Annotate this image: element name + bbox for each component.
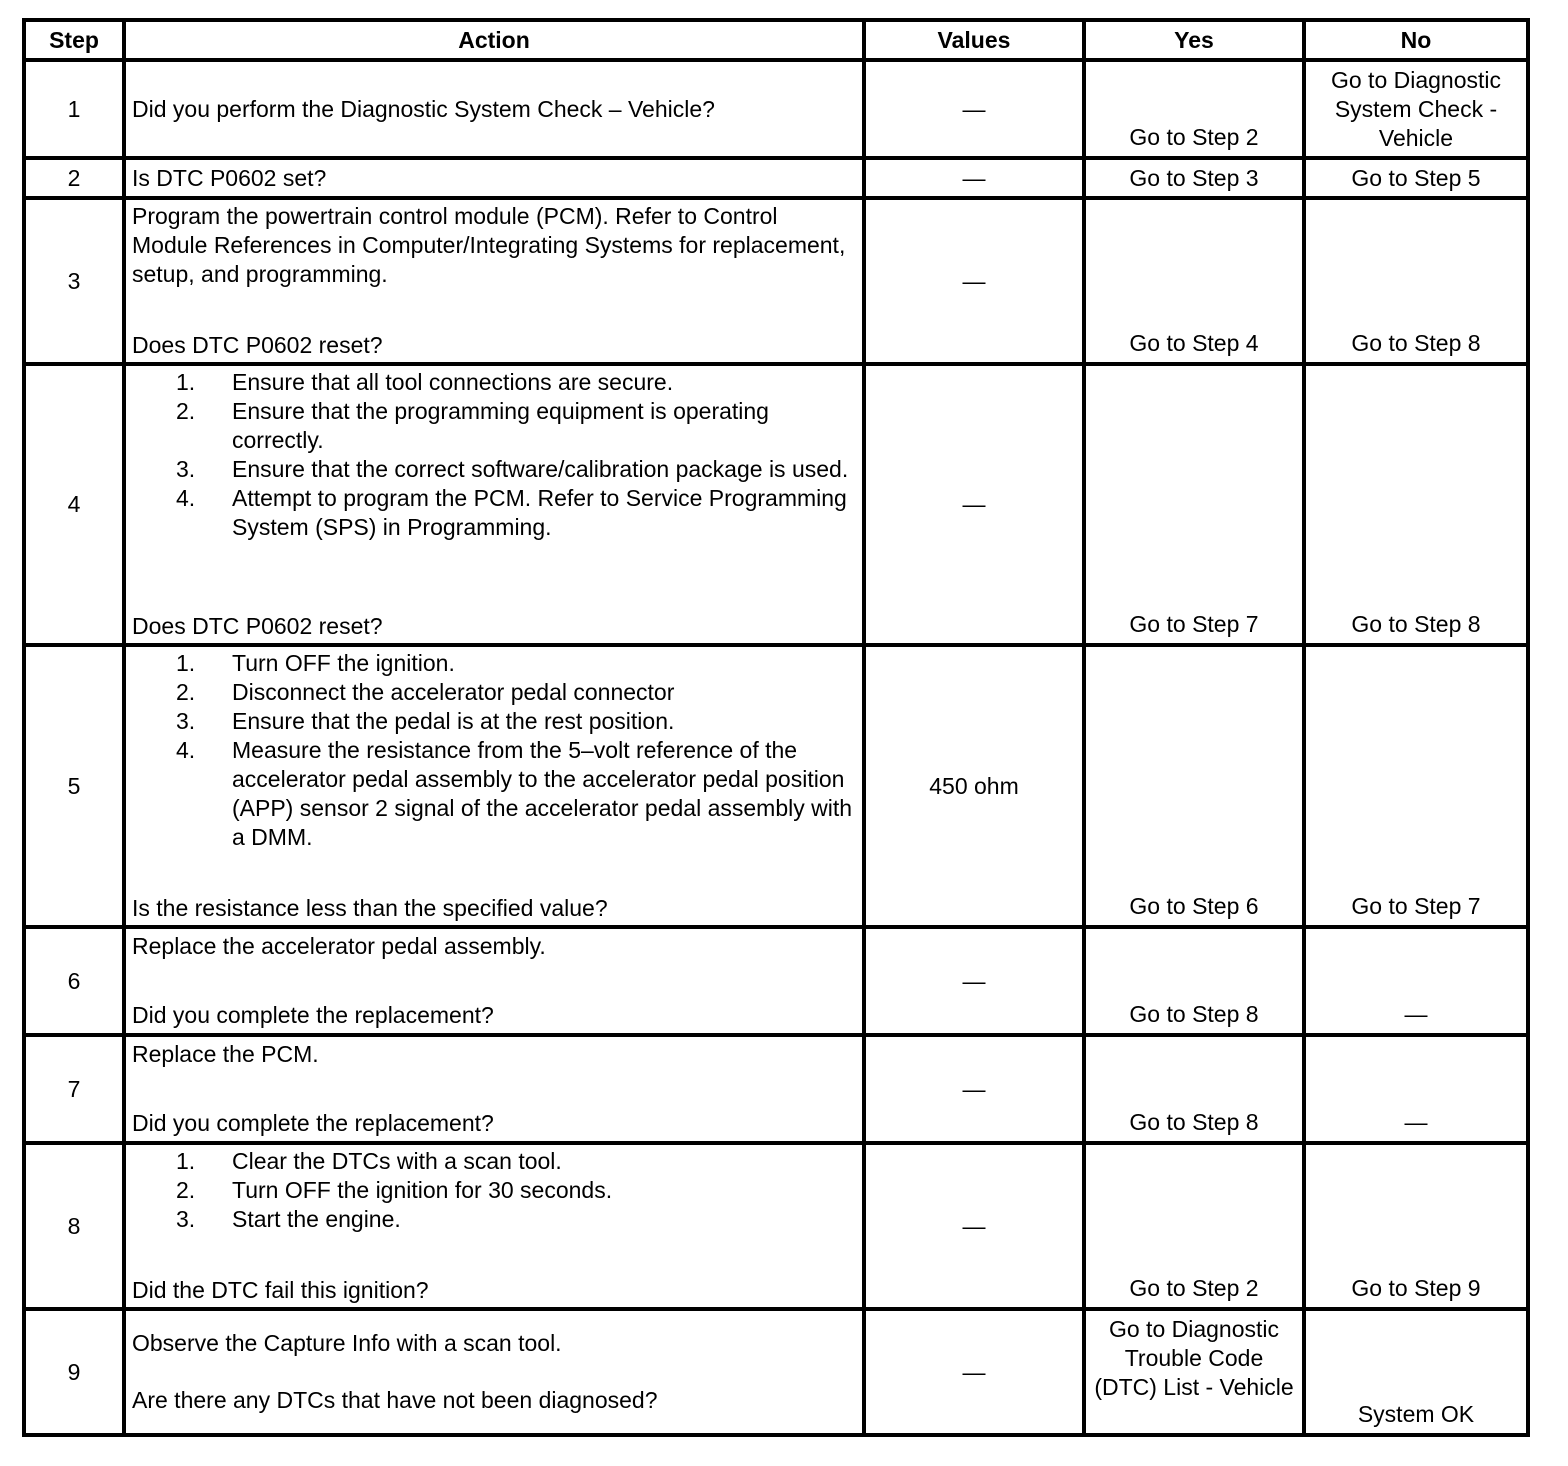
action-cell bbox=[124, 645, 864, 927]
value-cell: 450 ohm bbox=[864, 645, 1084, 927]
list-item: 1. Turn OFF the ignition. bbox=[176, 650, 455, 676]
table-row-step-7 bbox=[24, 1035, 1528, 1143]
header-no: No bbox=[1304, 20, 1528, 60]
action-text: Observe the Capture Info with a scan tool. bbox=[132, 1330, 562, 1356]
action-list bbox=[132, 649, 856, 852]
step-number: 5 bbox=[24, 645, 124, 927]
step-number: 1 bbox=[24, 60, 124, 158]
yes-cell: Go to Step 8 bbox=[1084, 1035, 1304, 1143]
action-cell bbox=[124, 364, 864, 645]
yes-cell: Go to Step 7 bbox=[1084, 364, 1304, 645]
action-question: Does DTC P0602 reset? bbox=[132, 613, 383, 639]
list-item: 2. Ensure that the programming equipment is operating correctly. bbox=[176, 398, 769, 453]
list-item: 3. Ensure that the pedal is at the rest position. bbox=[176, 708, 675, 734]
table-row-step-8 bbox=[24, 1143, 1528, 1309]
action-text: Replace the accelerator pedal assembly. bbox=[132, 933, 546, 959]
action-question: Did you complete the replacement? bbox=[132, 1002, 494, 1028]
yes-cell: Go to Step 3 bbox=[1084, 158, 1304, 198]
yes-cell: Go to Step 6 bbox=[1084, 645, 1304, 927]
action-question: Are there any DTCs that have not been diagnosed? bbox=[132, 1387, 658, 1413]
value-cell: — bbox=[864, 1143, 1084, 1309]
step-number: 9 bbox=[24, 1309, 124, 1435]
table-row-step-1 bbox=[24, 60, 1528, 158]
table-row-step-9 bbox=[24, 1309, 1528, 1435]
header-step: Step bbox=[24, 20, 124, 60]
diagnostic-table-wrapper bbox=[22, 18, 1530, 1437]
value-cell: — bbox=[864, 198, 1084, 364]
action-cell bbox=[124, 158, 864, 198]
action-cell bbox=[124, 198, 864, 364]
list-item: 4. Measure the resistance from the 5–volt reference of the accelerator pedal assembly to the accelerator pedal position (APP) sensor 2 signal of the accelerator pedal assembly with a DMM. bbox=[176, 737, 853, 850]
action-cell bbox=[124, 60, 864, 158]
value-cell: — bbox=[864, 1309, 1084, 1435]
no-cell: Go to Step 8 bbox=[1304, 198, 1528, 364]
table-header-row bbox=[24, 20, 1528, 60]
step-number: 4 bbox=[24, 364, 124, 645]
list-item: 1. Clear the DTCs with a scan tool. bbox=[176, 1148, 562, 1174]
list-item: 3. Ensure that the correct software/calibration package is used. bbox=[176, 456, 849, 482]
action-list bbox=[132, 368, 856, 542]
table-row-step-4 bbox=[24, 364, 1528, 645]
value-cell: — bbox=[864, 60, 1084, 158]
table-row-step-5 bbox=[24, 645, 1528, 927]
diagnostic-table bbox=[22, 18, 1530, 1437]
table-row-step-3 bbox=[24, 198, 1528, 364]
value-cell: — bbox=[864, 927, 1084, 1035]
action-cell bbox=[124, 927, 864, 1035]
header-action: Action bbox=[124, 20, 864, 60]
action-question: Does DTC P0602 reset? bbox=[132, 332, 383, 358]
yes-cell: Go to Step 2 bbox=[1084, 1143, 1304, 1309]
step-number: 7 bbox=[24, 1035, 124, 1143]
no-cell: Go to Step 5 bbox=[1304, 158, 1528, 198]
header-yes: Yes bbox=[1084, 20, 1304, 60]
list-item: 2. Turn OFF the ignition for 30 seconds. bbox=[176, 1177, 613, 1203]
action-text: Program the powertrain control module (PCM). Refer to Control Module References in Computer/Integrating Systems for replacement, setup, and programming. bbox=[132, 203, 846, 287]
value-cell: — bbox=[864, 158, 1084, 198]
action-cell bbox=[124, 1035, 864, 1143]
yes-cell: Go to Step 8 bbox=[1084, 927, 1304, 1035]
no-cell: Go to Step 9 bbox=[1304, 1143, 1528, 1309]
list-item: 3. Start the engine. bbox=[176, 1206, 401, 1232]
table-row-step-2 bbox=[24, 158, 1528, 198]
yes-cell: Go to Diagnostic Trouble Code (DTC) List - Vehicle bbox=[1084, 1309, 1304, 1435]
action-text: Replace the PCM. bbox=[132, 1041, 319, 1067]
action-text: Is DTC P0602 set? bbox=[132, 164, 327, 191]
table-row-step-6 bbox=[24, 927, 1528, 1035]
action-question: Did you complete the replacement? bbox=[132, 1110, 494, 1136]
list-item: 1. Ensure that all tool connections are secure. bbox=[176, 369, 674, 395]
no-cell: System OK bbox=[1304, 1309, 1528, 1435]
no-cell: Go to Step 7 bbox=[1304, 645, 1528, 927]
step-number: 8 bbox=[24, 1143, 124, 1309]
action-list bbox=[132, 1147, 856, 1234]
action-cell bbox=[124, 1309, 864, 1435]
no-cell: — bbox=[1304, 1035, 1528, 1143]
action-question: Is the resistance less than the specified value? bbox=[132, 895, 608, 921]
step-number: 6 bbox=[24, 927, 124, 1035]
no-cell: — bbox=[1304, 927, 1528, 1035]
step-number: 3 bbox=[24, 198, 124, 364]
action-question: Did the DTC fail this ignition? bbox=[132, 1277, 429, 1303]
action-cell bbox=[124, 1143, 864, 1309]
list-item: 2. Disconnect the accelerator pedal connector bbox=[176, 679, 675, 705]
no-cell: Go to Diagnostic System Check - Vehicle bbox=[1304, 60, 1528, 158]
yes-cell: Go to Step 2 bbox=[1084, 60, 1304, 158]
list-item: 4. Attempt to program the PCM. Refer to Service Programming System (SPS) in Programming. bbox=[176, 485, 847, 540]
action-text: Did you perform the Diagnostic System Check – Vehicle? bbox=[132, 95, 715, 122]
value-cell: — bbox=[864, 364, 1084, 645]
step-number: 2 bbox=[24, 158, 124, 198]
no-cell: Go to Step 8 bbox=[1304, 364, 1528, 645]
yes-cell: Go to Step 4 bbox=[1084, 198, 1304, 364]
header-values: Values bbox=[864, 20, 1084, 60]
value-cell: — bbox=[864, 1035, 1084, 1143]
